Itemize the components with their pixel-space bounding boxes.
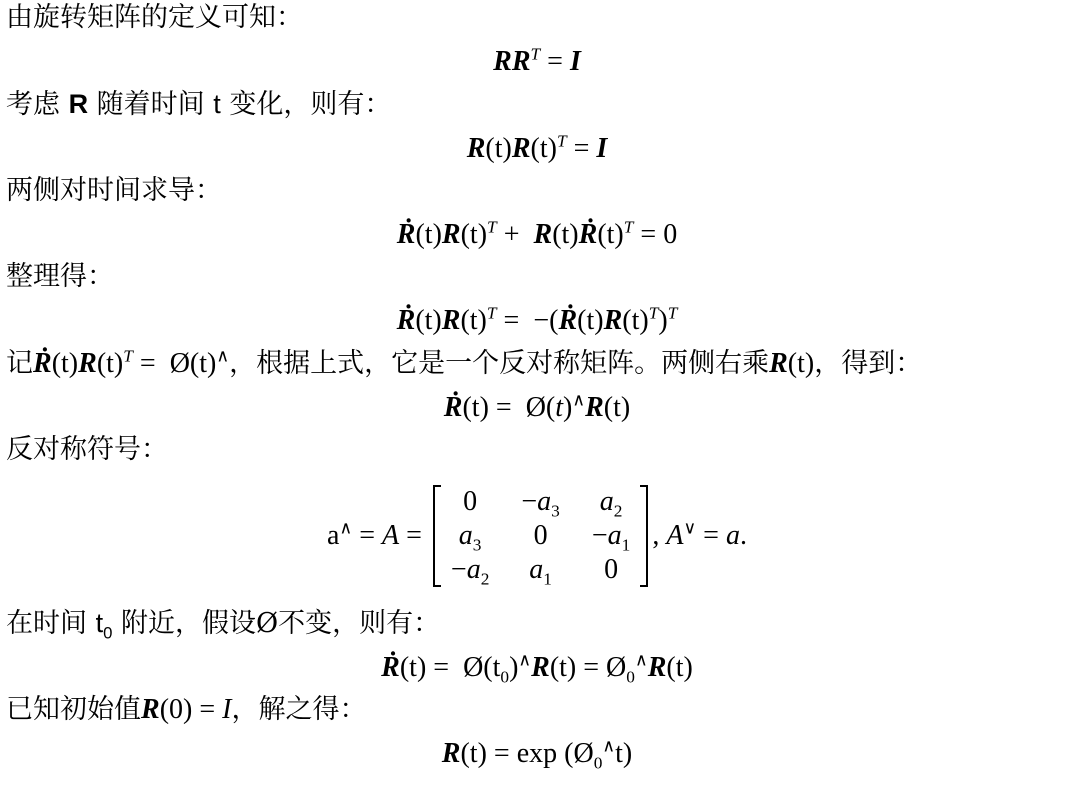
- text-line-5: 记$Ṙ(t)R(t)^T$ = Ø(t)∧，根据上式，它是一个反对称矩阵。两侧右乘R(t)，得到：: [6, 346, 923, 379]
- text-line-6: 反对称符号：: [6, 434, 168, 465]
- text-line-7: 在时间 $t_0$ 附近，假设Ø不变，则有：: [6, 608, 441, 643]
- equation-skew-matrix: a∧ = A = 0 $-a_3$ $a_2$ $a_3$ 0 $-a_1$ $-a_2$ $a_1$ 0 , A∨ = a.: [327, 486, 747, 589]
- skew-matrix: 0 $-a_3$ $a_2$ $a_3$ 0 $-a_1$ $-a_2$ $a_1$ 0: [429, 485, 652, 587]
- equation-near-t0: Ṙ(t) = $Ø(t_0)^\wedge R(t)$ = $Ø_0^\wedge R(t)$: [381, 650, 693, 687]
- text-line-8: 已知初始值R(0) = I，解之得：: [6, 694, 367, 725]
- equation-rt-rt: $R(t)R(t)^T = I$: [466, 131, 608, 164]
- equation-rearranged: $Ṙ(t)R(t)^T$ = $-(Ṙ(t)R(t)^T)^T$: [396, 303, 678, 336]
- equation-rrt: $RR^T = I$: [493, 44, 581, 77]
- text-line-1: 由旋转矩阵的定义可知：: [6, 2, 303, 33]
- equation-derivative: $Ṙ(t)R(t)^T$ + $R(t)Ṙ(t)^T = 0$: [396, 217, 678, 250]
- text-line-3: 两侧对时间求导：: [6, 175, 222, 206]
- text-line-2: 考虑 R 随着时间 t 变化，则有：: [6, 89, 392, 120]
- text-line-4: 整理得：: [6, 261, 114, 292]
- equation-rdot: Ṙ(t) = Ø(t)∧R(t): [443, 390, 631, 423]
- equation-solution: $R(t) = \exp (Ø_0^\wedge t)$: [441, 736, 633, 773]
